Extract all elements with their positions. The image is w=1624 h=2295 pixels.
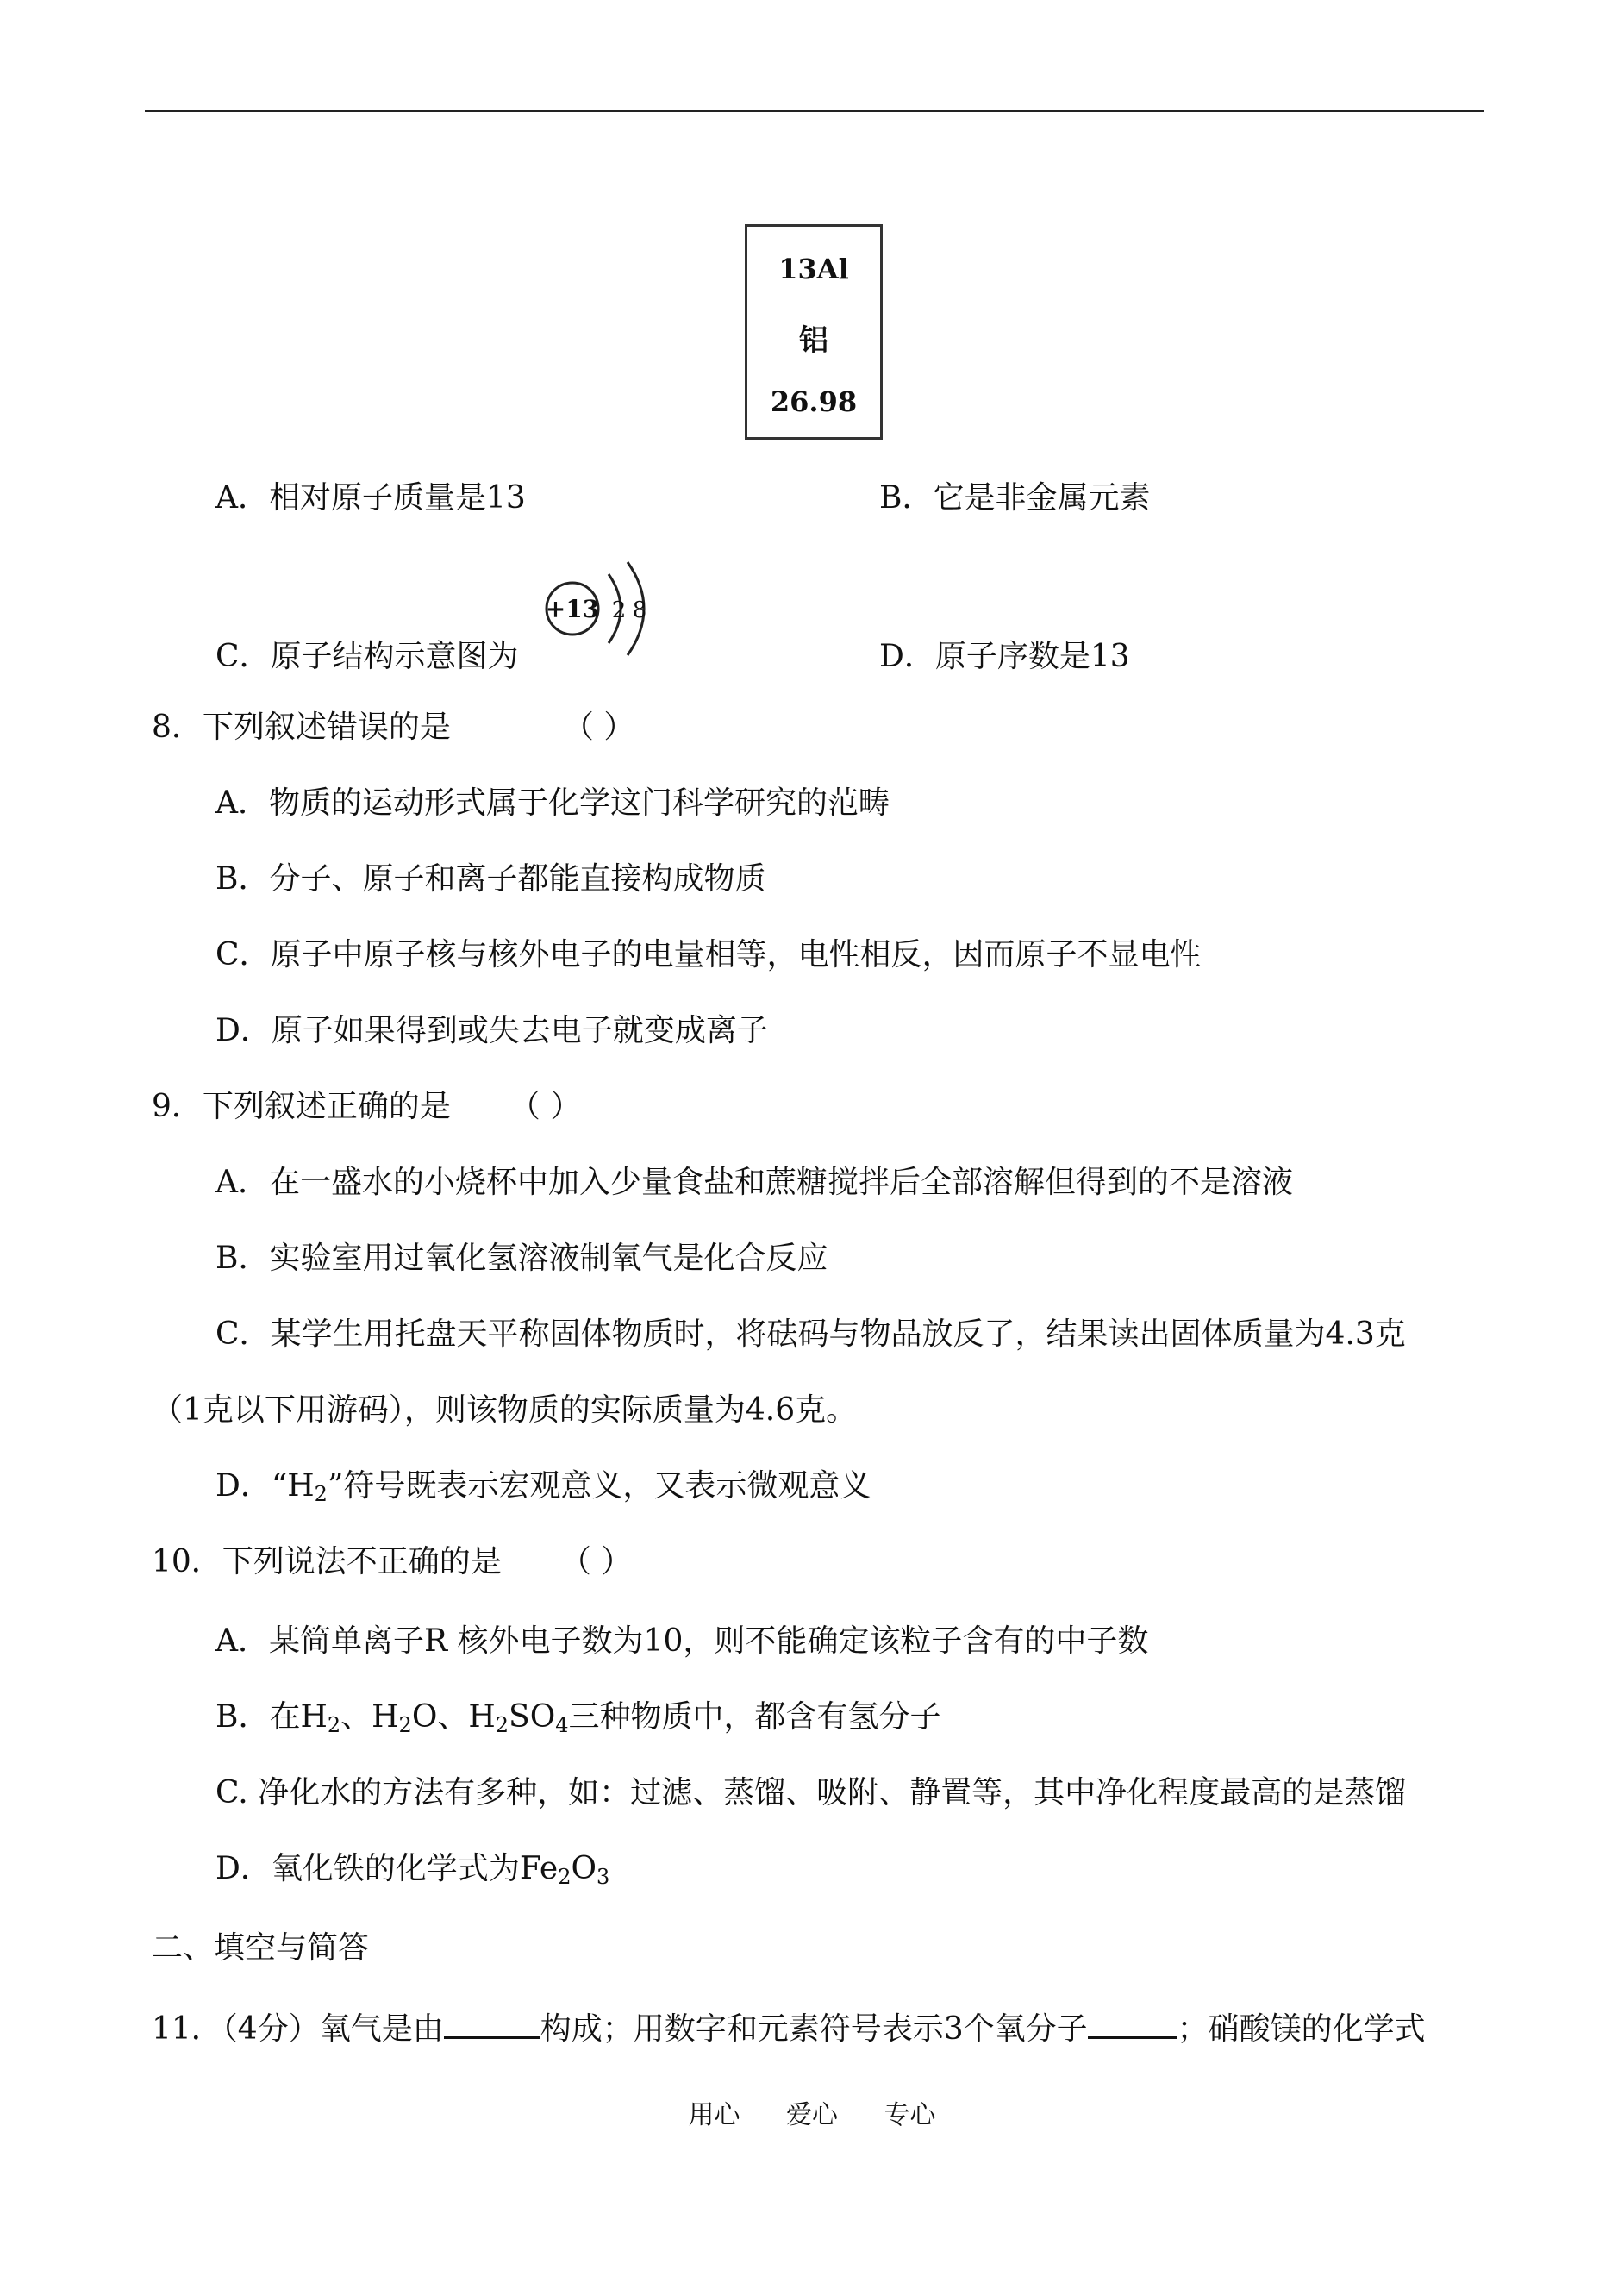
q10-option-c: C. 净化水的方法有多种，如：过滤、蒸馏、吸附、静置等，其中净化程度最高的是蒸馏 xyxy=(215,1775,1407,1810)
q7-option-a: A．相对原子质量是13 xyxy=(215,480,526,516)
q9-option-c-line2: （1克以下用游码），则该物质的实际质量为4.6克。 xyxy=(152,1392,858,1428)
footer-item: 爱心 xyxy=(786,2100,838,2130)
q11-part1: 11．（4分）氧气是由 xyxy=(152,2011,444,2047)
q10-option-a: A．某简单离子R 核外电子数为10，则不能确定该粒子含有的中子数 xyxy=(215,1623,1149,1659)
q9-option-a: A．在一盛水的小烧杯中加入少量食盐和蔗糖搅拌后全部溶解但得到的不是溶液 xyxy=(215,1165,1293,1200)
q10-option-b: B．在$H_2$、$H_2O$、$H_2SO_4$三种物质中，都含有氢分子 xyxy=(215,1699,941,1737)
element-symbol: 13Al xyxy=(778,253,849,285)
q10-answer-paren: （ ） xyxy=(559,1544,633,1579)
q11-part3: ；硝酸镁的化学式 xyxy=(1177,2011,1426,2047)
q11-part2: 构成；用数字和元素符号表示3个氧分子 xyxy=(540,2011,1088,2047)
element-mass: 26.98 xyxy=(770,385,858,418)
q9-answer-paren: （ ） xyxy=(509,1089,582,1124)
q9-stem xyxy=(152,1088,581,1126)
q9-option-c-line1: C．某学生用托盘天平称固体物质时，将砝码与物品放反了，结果读出固体质量为4.3克 xyxy=(215,1316,1406,1352)
q8-stem-text: 8．下列叙述错误的是 xyxy=(152,710,451,745)
q10-option-d: D．氧化铁的化学式为$Fe_2O_3$ xyxy=(215,1851,610,1889)
q8-option-a: A．物质的运动形式属于化学这门科学研究的范畴 xyxy=(215,785,890,821)
q7-option-d: D．原子序数是13 xyxy=(879,639,1130,674)
q8-answer-paren: （ ） xyxy=(562,710,635,745)
q10-stem-text: 10．下列说法不正确的是 xyxy=(152,1544,502,1579)
q10-stem xyxy=(152,1543,632,1581)
element-name: 铝 xyxy=(799,323,828,358)
q8-option-c: C．原子中原子核与核外电子的电量相等，电性相反，因而原子不显电性 xyxy=(215,937,1202,972)
shell-2-count: 8 xyxy=(632,597,647,623)
atom-structure-diagram xyxy=(533,555,662,657)
q7-option-b: B．它是非金属元素 xyxy=(879,480,1151,516)
page-footer xyxy=(0,2098,1624,2133)
q9-option-b: B．实验室用过氧化氢溶液制氧气是化合反应 xyxy=(215,1241,828,1276)
q8-option-d: D．原子如果得到或失去电子就变成离子 xyxy=(215,1013,768,1048)
q9-option-d: D．“$H_2$”符号既表示宏观意义，又表示微观意义 xyxy=(215,1468,871,1506)
q11-blank-2[interactable] xyxy=(1088,2007,1177,2039)
section-2-title: 二、填空与简答 xyxy=(152,1930,370,1966)
element-card-aluminum xyxy=(745,224,883,440)
q7-option-c: C．原子结构示意图为 xyxy=(215,639,519,674)
q11-blank-1[interactable] xyxy=(444,2007,540,2039)
q8-option-b: B．分子、原子和离子都能直接构成物质 xyxy=(215,861,766,897)
footer-item: 用心 xyxy=(688,2100,740,2130)
header-rule xyxy=(145,110,1484,112)
nucleus-charge: +13 xyxy=(545,595,600,623)
shell-1-count: 2 xyxy=(611,597,627,623)
q9-stem-text: 9．下列叙述正确的是 xyxy=(152,1089,451,1124)
footer-item: 专心 xyxy=(884,2100,936,2130)
q8-stem xyxy=(152,709,634,747)
q11-line xyxy=(152,2007,1426,2048)
